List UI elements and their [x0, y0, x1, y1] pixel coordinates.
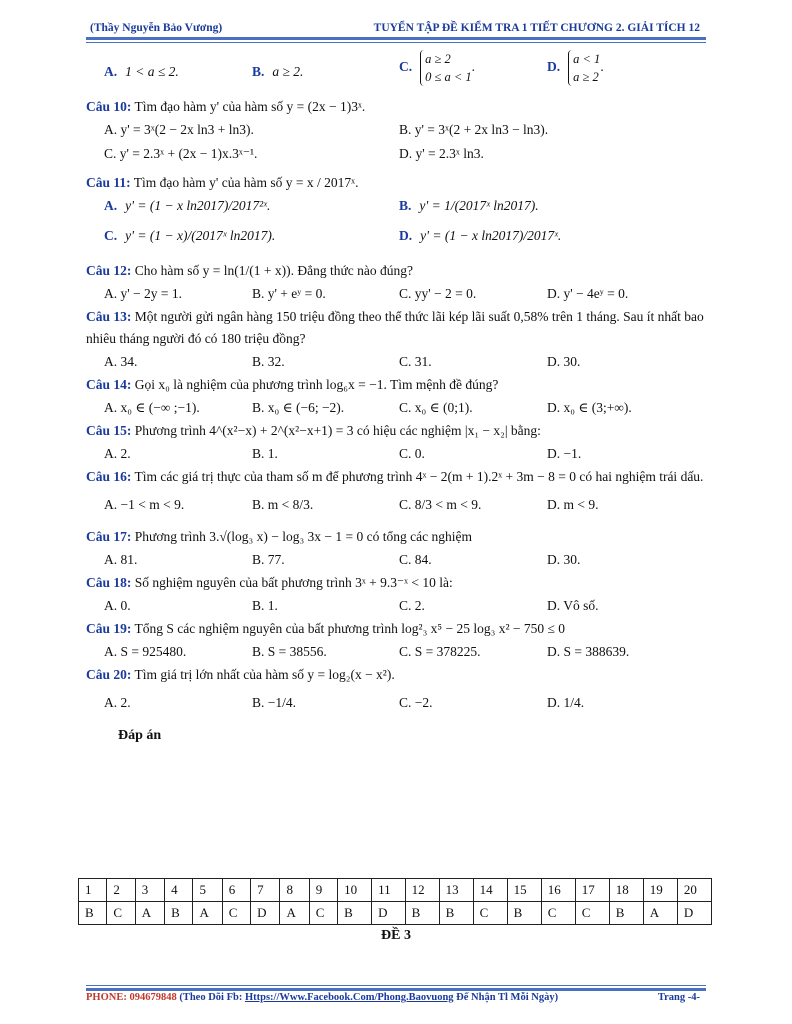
q12-options — [86, 282, 708, 306]
q15-option-b: B. 1. — [252, 446, 278, 461]
answer-number-cell: 14 — [473, 879, 507, 902]
q16-option-d: D. m < 9. — [547, 497, 599, 512]
answer-number-cell: 8 — [280, 879, 309, 902]
answer-letter-cell: B — [165, 902, 193, 925]
q20-options — [86, 686, 708, 720]
answer-number-cell: 16 — [541, 879, 575, 902]
questions — [86, 50, 708, 744]
answer-letter-cell: C — [309, 902, 337, 925]
answer-number-cell: 19 — [643, 879, 677, 902]
answer-number-cell: 5 — [193, 879, 222, 902]
answer-letter-cell: B — [405, 902, 439, 925]
q10-option-a: A. y' = 3ˣ(2 − 2x ln3 + ln3). — [104, 122, 254, 137]
answer-number-cell: 9 — [309, 879, 337, 902]
answer-number-cell: 13 — [439, 879, 473, 902]
answer-letter-cell: D — [677, 902, 711, 925]
q19-option-b: B. S = 38556. — [252, 644, 327, 659]
q15-option-c: C. 0. — [399, 446, 425, 461]
page-footer — [86, 992, 706, 1003]
question-17: Câu 17: Phương trình 3.√(log₃ x) − log₃ 3x − 1 = 0 có tổng các nghiệm — [86, 529, 472, 544]
answer-number-cell: 7 — [251, 879, 280, 902]
q18-option-c: C. 2. — [399, 598, 425, 613]
page-header — [86, 22, 706, 36]
answer-number-cell: 18 — [609, 879, 643, 902]
answer-letter-cell: C — [107, 902, 135, 925]
q16-option-b: B. m < 8/3. — [252, 497, 314, 512]
answer-letter-cell: C — [473, 902, 507, 925]
answer-title: Đáp án — [118, 728, 162, 743]
q12-option-b: B. y' + eʸ = 0. — [252, 286, 326, 301]
question-18: Câu 18: Số nghiệm nguyên của bất phương trình 3ˣ + 9.3⁻ˣ < 10 là: — [86, 575, 453, 590]
answer-number-cell: 10 — [338, 879, 372, 902]
q18-option-a: A. 0. — [104, 598, 131, 613]
q12-option-c: C. yy' − 2 = 0. — [399, 286, 477, 301]
q20-option-c: C. −2. — [399, 695, 433, 710]
header-title: TUYỂN TẬP ĐỀ KIỂM TRA 1 TIẾT CHƯƠNG 2. GIẢI TÍCH 12 — [373, 22, 700, 34]
answer-letter-cell: D — [251, 902, 280, 925]
q15-option-d: D. −1. — [547, 446, 582, 461]
q13-options — [86, 350, 708, 374]
q17-options — [86, 548, 708, 572]
answer-letter-cell: A — [135, 902, 164, 925]
answer-number-cell: 1 — [79, 879, 107, 902]
footer-tail: Để Nhận Tl Mỗi Ngày) — [456, 992, 559, 1003]
q13-option-d: D. 30. — [547, 354, 581, 369]
answer-letter-cell: A — [280, 902, 309, 925]
q15-options — [86, 442, 708, 466]
q10-option-c: C. y' = 2.3ˣ + (2x − 1)x.3ˣ⁻¹. — [104, 146, 258, 161]
q18-option-b: B. 1. — [252, 598, 278, 613]
q17-option-d: D. 30. — [547, 552, 581, 567]
q19-option-c: C. S = 378225. — [399, 644, 481, 659]
q17-option-c: C. 84. — [399, 552, 432, 567]
q9-option-a: A. 1 < a ≤ 2. — [104, 64, 179, 79]
answer-number-cell: 17 — [575, 879, 609, 902]
question-14: Câu 14: Gọi x₀ là nghiệm của phương trình log₆x = −1. Tìm mệnh đề đúng? — [86, 377, 499, 392]
q11-option-d: D. y' = (1 − x ln2017)/2017ˣ. — [399, 228, 562, 243]
q14-options — [86, 396, 708, 420]
answer-number-cell: 6 — [222, 879, 250, 902]
q17-option-a: A. 81. — [104, 552, 138, 567]
q19-option-a: A. S = 925480. — [104, 644, 187, 659]
q13-option-b: B. 32. — [252, 354, 285, 369]
answer-table — [78, 878, 712, 925]
header-author: (Thầy Nguyễn Bảo Vương) — [90, 22, 223, 34]
footer-phone: 094679848 — [129, 992, 177, 1003]
q13-option-c: C. 31. — [399, 354, 432, 369]
answer-number-cell: 15 — [507, 879, 541, 902]
q11-options — [86, 194, 708, 224]
question-10: Câu 10: Tìm đạo hàm y' của hàm số y = (2x − 1)3ˣ. — [86, 99, 366, 114]
answer-letter-cell: B — [439, 902, 473, 925]
q16-options — [86, 488, 708, 522]
answer-letter-cell: C — [222, 902, 250, 925]
q16-option-c: C. 8/3 < m < 9. — [399, 497, 482, 512]
question-12: Câu 12: Cho hàm số y = ln(1/(1 + x)). Đẳng thức nào đúng? — [86, 263, 414, 278]
answer-letter-cell: B — [609, 902, 643, 925]
footer-phone-label: PHONE: — [86, 992, 127, 1003]
q9-option-b: B. a ≥ 2. — [252, 64, 304, 79]
q11-option-a: A. y' = (1 − x ln2017)/2017²ˣ. — [104, 198, 271, 213]
q9-option-d: D.a < 1 a ≥ 2. — [547, 52, 604, 84]
page-number: Trang -4- — [657, 992, 700, 1003]
footer-rule — [86, 988, 706, 991]
q10-options-2 — [86, 142, 708, 166]
question-16: Câu 16: Tìm các giá trị thực của tham số m để phương trình 4ˣ − 2(m + 1).2ˣ + 3m − 8 = 0 có hai nghiệm trái dấu. — [86, 469, 704, 484]
q14-option-b: B. x₀ ∈ (−6; −2). — [252, 400, 345, 415]
answer-letter-cell: D — [372, 902, 405, 925]
answer-letter-cell: A — [193, 902, 222, 925]
q20-option-a: A. 2. — [104, 695, 131, 710]
q12-option-d: D. y' − 4eʸ = 0. — [547, 286, 629, 301]
q10-options — [86, 118, 708, 142]
answer-number-cell: 20 — [677, 879, 711, 902]
q20-option-b: B. −1/4. — [252, 695, 296, 710]
q12-option-a: A. y' − 2y = 1. — [104, 286, 183, 301]
footer-facebook-link[interactable]: Https://Www.Facebook.Com/Phong.Baovuong — [244, 992, 454, 1003]
answer-number-row — [79, 879, 712, 902]
answer-number-cell: 4 — [165, 879, 193, 902]
q18-option-d: D. Vô số. — [547, 598, 599, 613]
q11-options-2 — [86, 224, 708, 254]
answer-letter-cell: C — [575, 902, 609, 925]
answer-number-cell: 12 — [405, 879, 439, 902]
question-20: Câu 20: Tìm giá trị lớn nhất của hàm số y = log₂(x − x²). — [86, 667, 395, 682]
q19-option-d: D. S = 388639. — [547, 644, 630, 659]
q17-option-b: B. 77. — [252, 552, 285, 567]
q10-option-d: D. y' = 2.3ˣ ln3. — [399, 146, 484, 161]
q14-option-c: C. x₀ ∈ (0;1). — [399, 400, 473, 415]
q18-options — [86, 594, 708, 618]
answer-number-cell: 11 — [372, 879, 405, 902]
answer-letter-cell: A — [643, 902, 677, 925]
q9-options — [86, 50, 708, 96]
footer-rule-thin — [86, 985, 706, 986]
answer-letter-cell: C — [541, 902, 575, 925]
next-exam-title: ĐỀ 3 — [381, 928, 411, 943]
header-rule — [86, 37, 706, 40]
footer-follow: (Theo Dõi Fb: — [179, 992, 243, 1003]
question-19: Câu 19: Tổng S các nghiệm nguyên của bất phương trình log²₃ x⁵ − 25 log₃ x² − 750 ≤ 0 — [86, 621, 566, 636]
q11-option-b: B. y' = 1/(2017ˣ ln2017). — [399, 198, 539, 213]
answer-number-cell: 2 — [107, 879, 135, 902]
question-11: Câu 11: Tìm đạo hàm y' của hàm số y = x / 2017ˣ. — [86, 175, 359, 190]
q14-option-a: A. x₀ ∈ (−∞ ;−1). — [104, 400, 200, 415]
q13-option-a: A. 34. — [104, 354, 138, 369]
q16-option-a: A. −1 < m < 9. — [104, 497, 185, 512]
answer-letter-cell: B — [507, 902, 541, 925]
q14-option-d: D. x₀ ∈ (3;+∞). — [547, 400, 632, 415]
answer-letter-cell: B — [338, 902, 372, 925]
answer-number-cell: 3 — [135, 879, 164, 902]
q9-option-c: C.a ≥ 2 0 ≤ a < 1. — [399, 52, 476, 84]
q20-option-d: D. 1/4. — [547, 695, 585, 710]
answer-letter-cell: B — [79, 902, 107, 925]
question-15: Câu 15: Phương trình 4^(x²−x) + 2^(x²−x+1) = 3 có hiệu các nghiệm |x₁ − x₂| bằng: — [86, 423, 541, 438]
question-13: Câu 13: Một người gửi ngân hàng 150 triệu đồng theo thể thức lãi kép lãi suất 0,58% trên 1 tháng. Sau ít nhất bao nhiêu tháng người đó có 180 triệu đồng? — [86, 309, 704, 346]
answer-letter-row — [79, 902, 712, 925]
q11-option-c: C. y' = (1 − x)/(2017ˣ ln2017). — [104, 228, 276, 243]
header-rule-thin — [86, 42, 706, 43]
q19-options — [86, 640, 708, 664]
q15-option-a: A. 2. — [104, 446, 131, 461]
q10-option-b: B. y' = 3ˣ(2 + 2x ln3 − ln3). — [399, 122, 549, 137]
